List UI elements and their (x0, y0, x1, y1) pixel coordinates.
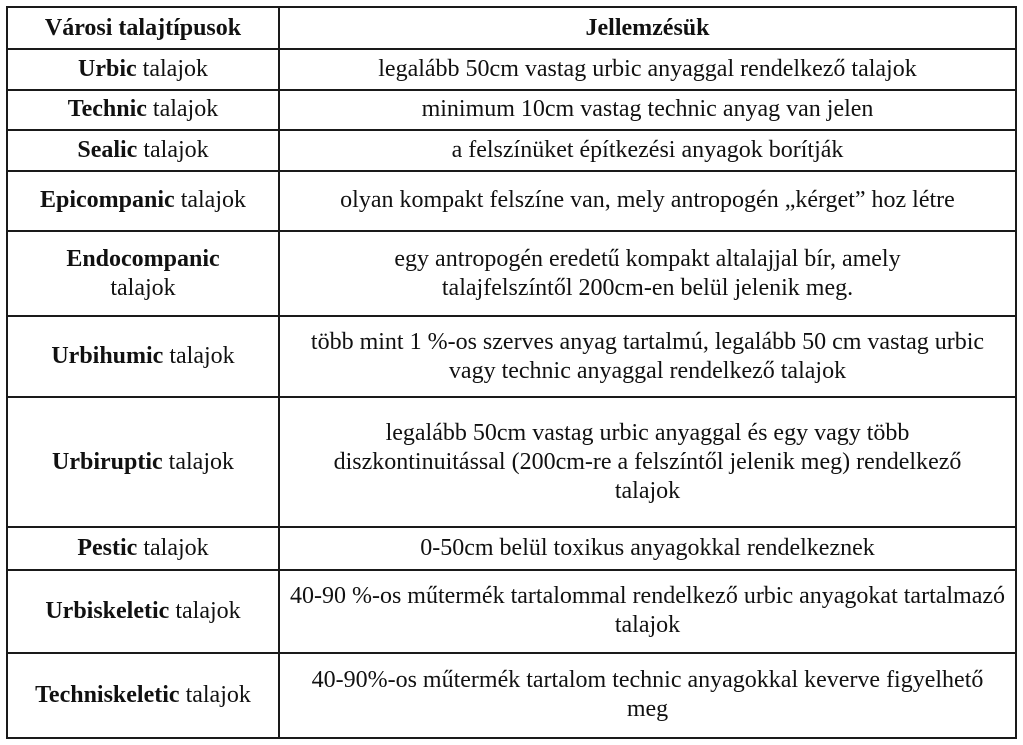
soil-description: minimum 10cm vastag technic anyag van jelen (279, 90, 1016, 131)
soil-description: a felszínüket építkezési anyagok borítják (279, 130, 1016, 171)
soil-name-bold: Technic (67, 96, 147, 123)
soil-name-bold: Pestic (77, 534, 138, 561)
table-row (7, 231, 1016, 316)
soil-name-cell (7, 570, 279, 653)
soil-name-bold: Urbihumic (51, 343, 164, 370)
header-row (7, 7, 1016, 49)
soil-description: 40-90%-os műtermék tartalom technic anyagokkal keverve figyelhető meg (279, 653, 1016, 738)
soil-name-cell (7, 49, 279, 90)
soil-name-suffix: talajok (174, 187, 246, 214)
table-row (7, 397, 1016, 527)
soil-name-cell (7, 653, 279, 738)
soil-types-table (6, 6, 1017, 739)
table-row (7, 527, 1016, 570)
soil-description: legalább 50cm vastag urbic anyaggal és egy vagy több diszkontinuitással (200cm-re a felszíntől jelenik meg) rendelkező talajok (279, 397, 1016, 527)
soil-description: legalább 50cm vastag urbic anyaggal rendelkező talajok (279, 49, 1016, 90)
soil-name-suffix: talajok (110, 274, 176, 301)
table-row (7, 570, 1016, 653)
soil-name-cell (7, 231, 279, 316)
soil-name-suffix: talajok (163, 343, 235, 370)
soil-name-suffix: talajok (162, 448, 234, 475)
soil-description: 0-50cm belül toxikus anyagokkal rendelkeznek (279, 527, 1016, 570)
soil-name-suffix: talajok (146, 96, 219, 123)
soil-name-bold: Epicompanic (40, 187, 175, 214)
soil-name-suffix: talajok (169, 597, 241, 624)
soil-name-cell (7, 90, 279, 131)
header-characterization: Jellemzésük (279, 7, 1016, 49)
soil-description: több mint 1 %-os szerves anyag tartalmú, legalább 50 cm vastag urbic vagy technic anyaggal rendelkező talajok (279, 316, 1016, 397)
table-row (7, 49, 1016, 90)
table-row (7, 316, 1016, 397)
soil-name-bold: Sealic (77, 136, 138, 163)
soil-name-cell (7, 171, 279, 232)
table-row (7, 130, 1016, 171)
soil-name-bold: Urbiskeletic (45, 597, 170, 624)
table-row (7, 653, 1016, 738)
soil-name-bold: Endocompanic (66, 245, 220, 272)
table-row (7, 171, 1016, 232)
soil-name-cell (7, 130, 279, 171)
soil-name-bold: Urbiruptic (52, 448, 163, 475)
soil-name-cell (7, 316, 279, 397)
soil-name-bold: Techniskeletic (35, 681, 180, 708)
soil-description: olyan kompakt felszíne van, mely antropogén „kérget” hoz létre (279, 171, 1016, 232)
soil-name-suffix: talajok (137, 136, 209, 163)
soil-description: egy antropogén eredetű kompakt altalajjal bír, amely talajfelszíntől 200cm-en belül jelenik meg. (279, 231, 1016, 316)
soil-name-suffix: talajok (179, 681, 251, 708)
soil-name-cell (7, 397, 279, 527)
soil-name-suffix: talajok (137, 534, 209, 561)
soil-name-suffix: talajok (136, 55, 208, 82)
soil-name-bold: Urbic (78, 55, 137, 82)
soil-description: 40-90 %-os műtermék tartalommal rendelkező urbic anyagokat tartalmazó talajok (279, 570, 1016, 653)
header-soil-types: Városi talajtípusok (7, 7, 279, 49)
table-row (7, 90, 1016, 131)
soil-name-cell (7, 527, 279, 570)
